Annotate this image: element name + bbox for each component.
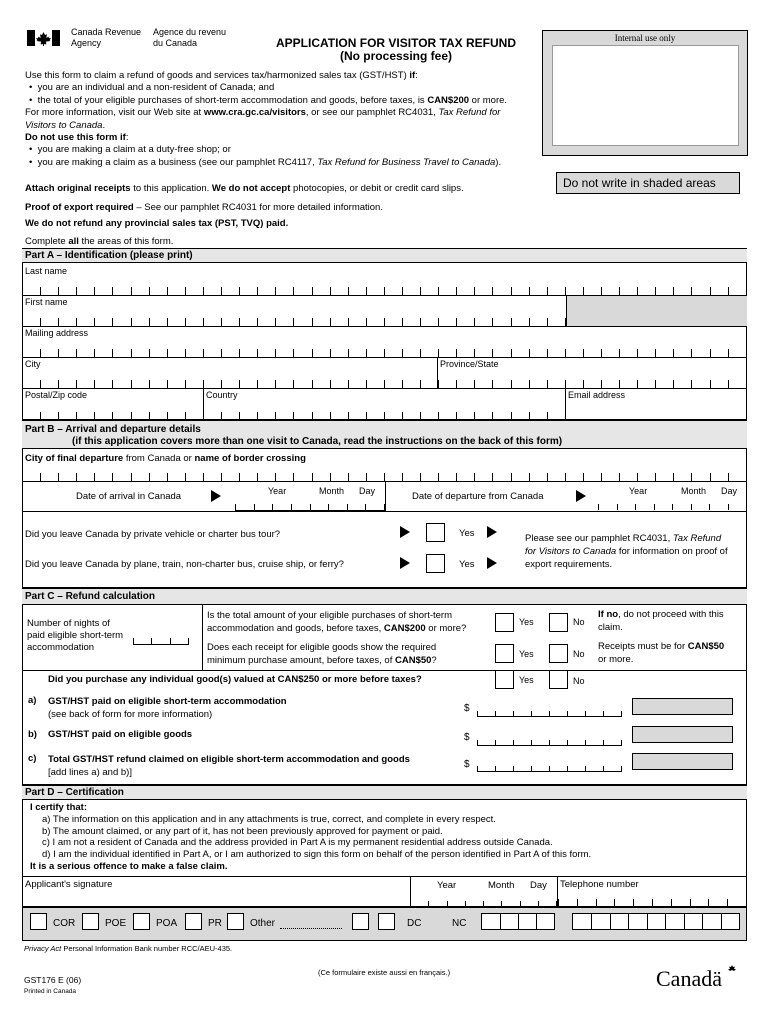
country-label: Country <box>206 390 238 400</box>
line-c-amount-comb <box>477 763 622 771</box>
printed-in-canada: Printed in Canada <box>24 988 77 995</box>
arrival-day-label: Day <box>359 486 376 496</box>
intro-text: Use this form to claim a refund of goods and services tax/harmonized sales tax (GST/HST) if: • you are an individual and a non-resident of Canada; and • the total of your eligible purchases of short-term accommodation and goods, before taxes, is CAN$200 or more. For more information, visit our Web site at www.cra.gc.ca/visitors, or see our pamphlet RC4031, Tax Refund for Visitors to Canada. Do not use this form if: • you are making a claim at a duty-free shop; or • you are making a claim as a business (see our pamphlet RC4117, Tax Refund for Business Travel to Canada). <box>25 70 508 168</box>
yes-label: Yes <box>459 559 475 570</box>
sign-month-label: Month <box>488 880 515 891</box>
purchase-200-question: Is the total amount of your eligible purchases of short-term accommodation and goods, before taxes, CAN$200 or more? <box>207 610 467 634</box>
arrow-right-icon <box>487 526 497 538</box>
last-name-comb <box>22 285 747 295</box>
receipt-50-no-checkbox[interactable] <box>549 644 568 663</box>
poe-label: POE <box>105 918 127 929</box>
part-c-title: Part C – Refund calculation <box>22 588 747 605</box>
poa-checkbox <box>133 913 150 930</box>
form-title: APPLICATION FOR VISITOR TAX REFUND (No processing fee) <box>275 36 516 63</box>
city-comb <box>22 378 747 388</box>
province-state-label: Province/State <box>440 359 499 369</box>
line-b-shaded-box <box>632 726 733 743</box>
agency-name-fr: Agence du revenu du Canada <box>153 27 227 48</box>
signature-label: Applicant's signature <box>25 879 113 890</box>
arrival-date-comb <box>235 500 385 510</box>
part-d-title: Part D – Certification <box>22 785 747 800</box>
email-input[interactable] <box>566 389 747 420</box>
complete-all-text: Complete all the areas of this form. <box>25 236 174 247</box>
dollar-sign: $ <box>464 759 470 770</box>
line-c-label: c) <box>28 753 37 764</box>
office-date-boxes <box>481 913 555 930</box>
other-checkbox <box>227 913 244 930</box>
line-b-amount-comb <box>477 737 622 745</box>
shaded-area-note: Do not write in shaded areas <box>556 172 740 194</box>
yes-label: Yes <box>519 649 534 659</box>
part-b-title: Part B – Arrival and departure details (if this application covers more than one visit to Canada, read the instructions on the back of this form) <box>22 420 747 449</box>
internal-use-box: Internal use only <box>542 30 748 156</box>
private-vehicle-question: Did you leave Canada by private vehicle or charter bus tour? <box>25 529 281 540</box>
city-departure-comb <box>22 471 747 481</box>
office-box-2 <box>378 913 395 930</box>
pr-label: PR <box>208 918 222 929</box>
mailing-address-label: Mailing address <box>25 328 89 338</box>
receipts-minimum-note: Receipts must be for CAN$50 or more. <box>598 641 725 665</box>
line-a-description: GST/HST paid on eligible short-term accommodation (see back of form for more information) <box>48 696 287 720</box>
privacy-act-note: Privacy Act Personal Information Bank number RCC/AEU-435. <box>24 944 233 953</box>
departure-month-label: Month <box>681 486 707 496</box>
canada-flag-icon <box>27 30 60 46</box>
plane-question: Did you leave Canada by plane, train, non-charter bus, cruise ship, or ferry? <box>25 559 344 570</box>
dollar-sign: $ <box>464 732 470 743</box>
shaded-area-first-name <box>566 296 747 326</box>
wordmark-flag-icon <box>728 965 736 973</box>
departure-date-comb <box>598 500 747 510</box>
arrival-year-label: Year <box>268 486 287 496</box>
provincial-tax-text: We do not refund any provincial sales tax (PST, TVQ) paid. <box>25 218 289 229</box>
departure-year-label: Year <box>629 486 648 496</box>
arrow-right-icon <box>487 557 497 569</box>
arrow-right-icon <box>211 490 221 502</box>
other-label: Other <box>250 918 276 929</box>
no-label: No <box>573 676 585 686</box>
purchase-250-question: Did you purchase any individual good(s) valued at CAN$250 or more before taxes? <box>48 674 422 685</box>
arrow-right-icon <box>400 526 410 538</box>
form-number: GST176 E (06) <box>24 975 82 985</box>
plane-checkbox[interactable] <box>426 554 445 573</box>
line-c-description: Total GST/HST refund claimed on eligible short-term accommodation and goods [add lines a) and b)] <box>48 754 410 778</box>
canada-wordmark: Canadä <box>656 966 722 991</box>
attach-receipts-text: Attach original receipts to this application. We do not accept photocopies, or debit or credit card slips. <box>25 183 464 194</box>
no-label: No <box>573 617 585 627</box>
line-a-label: a) <box>28 695 37 706</box>
departure-date-label: Date of departure from Canada <box>412 491 544 502</box>
nights-comb <box>133 636 189 644</box>
cor-checkbox <box>30 913 47 930</box>
departure-day-label: Day <box>721 486 738 496</box>
last-name-label: Last name <box>25 266 68 276</box>
purchase-250-yes-checkbox[interactable] <box>495 670 514 689</box>
sign-year-label: Year <box>437 880 457 891</box>
dc-label: DC <box>407 918 422 929</box>
yes-label: Yes <box>519 617 534 627</box>
office-box-1 <box>352 913 369 930</box>
telephone-label: Telephone number <box>560 879 639 890</box>
poe-checkbox <box>82 913 99 930</box>
line-a-shaded-box <box>632 698 733 715</box>
purchase-250-no-checkbox[interactable] <box>549 670 568 689</box>
if-no-note: If no, do not proceed with this claim. <box>598 609 724 633</box>
yes-label: Yes <box>519 675 534 685</box>
mailing-address-comb <box>22 347 747 357</box>
certification-text: I certify that: a) The information on this application and in any attachments is true, correct, and complete in every respect. b) The amount claimed, or any part of it, has not been previously approved for payment or paid. c) I am not a resident of Canada and the address provided in Part A is my permanent residential address outside Canada. d) I am the individual identified in Part A, or I am authorized to sign this form on behalf of the person identified in Part A of this form. It is a serious offence to make a false claim. <box>30 802 592 872</box>
cor-label: COR <box>53 918 76 929</box>
email-label: Email address <box>568 390 626 400</box>
purchase-200-yes-checkbox[interactable] <box>495 613 514 632</box>
first-name-label: First name <box>25 297 68 307</box>
sign-day-label: Day <box>530 880 547 891</box>
receipt-50-question: Does each receipt for eligible goods show the required minimum purchase amount, before taxes, of CAN$50? <box>207 642 437 666</box>
signature-input[interactable] <box>22 877 410 907</box>
poa-label: POA <box>156 918 178 929</box>
nights-label: Number of nights of paid eligible short-term accommodation <box>27 618 124 653</box>
pamphlet-note: Please see our pamphlet RC4031, Tax Refund for Visitors to Canada for information on proof of export requirements. <box>525 533 728 570</box>
receipt-50-yes-checkbox[interactable] <box>495 644 514 663</box>
line-b-description: GST/HST paid on eligible goods <box>48 729 193 740</box>
part-a-title: Part A – Identification (please print) <box>22 248 747 263</box>
postal-code-label: Postal/Zip code <box>25 390 88 400</box>
agency-name-en: Canada Revenue Agency <box>71 27 142 48</box>
line-c-shaded-box <box>632 753 733 770</box>
arrival-date-label: Date of arrival in Canada <box>76 491 182 502</box>
first-name-comb <box>22 316 566 326</box>
telephone-comb <box>558 897 747 907</box>
french-available-note: (Ce formulaire existe aussi en français.) <box>318 968 451 977</box>
city-label: City <box>25 359 41 369</box>
city-departure-label: City of final departure from Canada or name of border crossing <box>25 453 306 464</box>
pr-checkbox <box>185 913 202 930</box>
arrival-month-label: Month <box>319 486 345 496</box>
arrow-right-icon <box>576 490 586 502</box>
line-a-amount-comb <box>477 708 622 716</box>
other-line <box>280 928 342 929</box>
sign-date-comb <box>410 897 557 907</box>
office-number-boxes <box>572 913 740 930</box>
line-b-label: b) <box>28 729 37 740</box>
yes-label: Yes <box>459 528 475 539</box>
no-label: No <box>573 649 585 659</box>
dollar-sign: $ <box>464 703 470 714</box>
postal-comb <box>22 410 566 420</box>
proof-export-text: Proof of export required – See our pamphlet RC4031 for more detailed information. <box>25 202 383 213</box>
private-vehicle-checkbox[interactable] <box>426 523 445 542</box>
nc-label: NC <box>452 918 467 929</box>
arrow-right-icon <box>400 557 410 569</box>
purchase-200-no-checkbox[interactable] <box>549 613 568 632</box>
